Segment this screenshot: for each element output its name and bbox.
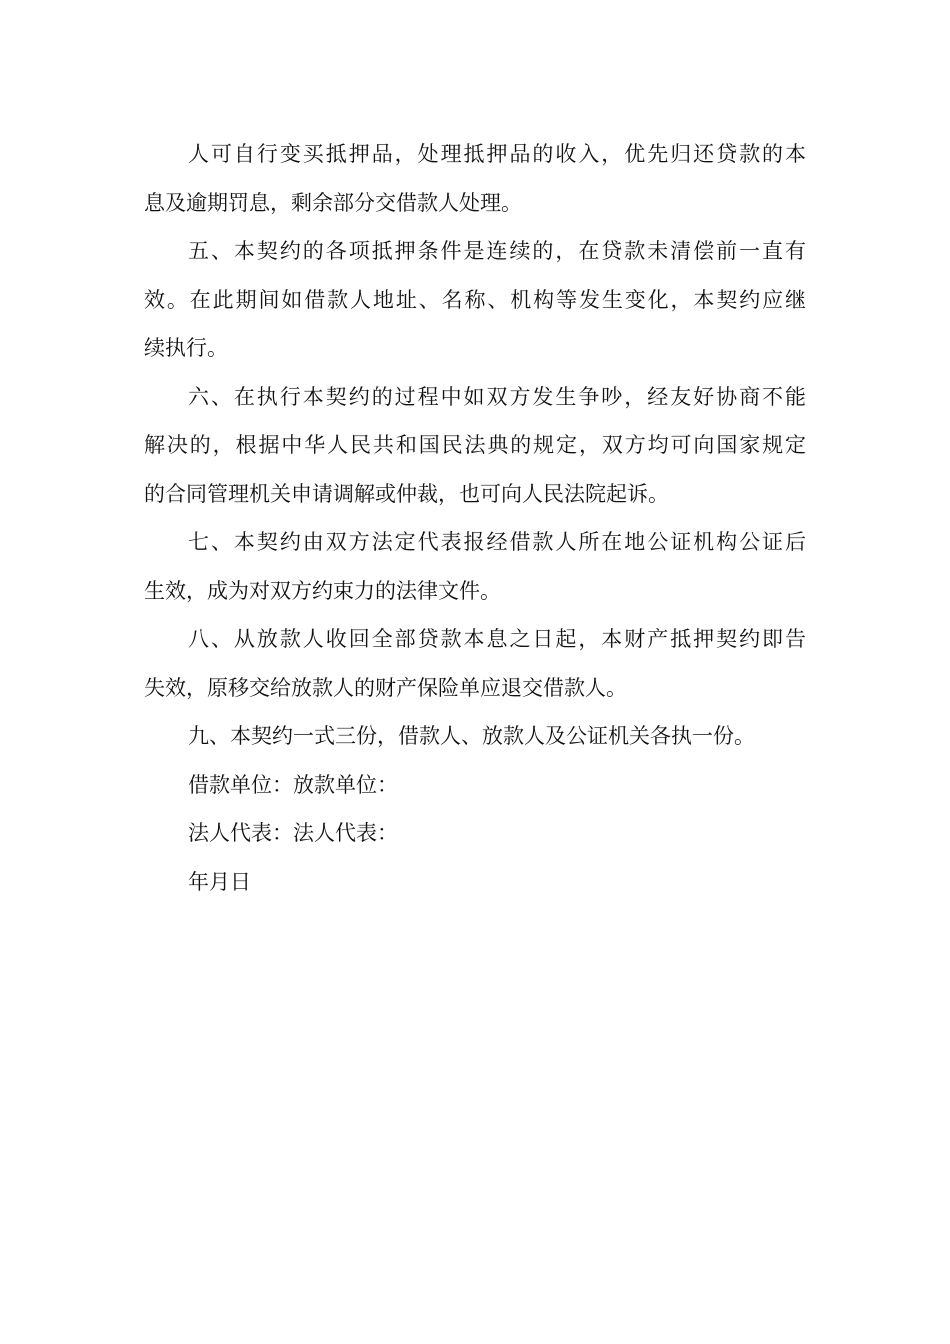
paragraph-line: 生效，成为对双方约束力的法律文件。 <box>144 578 501 603</box>
signature-date: 年月日 <box>188 869 251 894</box>
paragraph-line: 九、本契约一式三份，借款人、放款人及公证机关各执一份。 <box>188 724 755 748</box>
clause-five <box>144 227 806 373</box>
paragraph-line: 八、从放款人收回全部贷款本息之日起，本财产抵押契约即告 <box>188 627 806 651</box>
paragraph-line: 六、在执行本契约的过程中如双方发生争吵，经友好协商不能 <box>188 384 806 409</box>
document-body <box>144 130 806 906</box>
paragraph-line: 失效，原移交给放款人的财产保险单应退交借款人。 <box>144 675 627 700</box>
clause-eight <box>144 615 806 712</box>
paragraph-line: 的合同管理机关申请调解或仲裁，也可向人民法院起诉。 <box>144 481 669 506</box>
paragraph-line: 七、本契约由双方法定代表报经借款人所在地公证机构公证后 <box>188 530 806 554</box>
paragraph-line: 效。在此期间如借款人地址、名称、机构等发生变化，本契约应继 <box>144 287 806 312</box>
paragraph-line: 续执行。 <box>144 336 228 360</box>
clause-seven <box>144 518 806 615</box>
paragraph-line: 息及逾期罚息，剩余部分交借款人处理。 <box>144 190 522 215</box>
signature-representatives: 法人代表：法人代表： <box>188 821 398 845</box>
paragraph-line: 解决的，根据中华人民共和国民法典的规定，双方均可向国家规定 <box>144 433 806 457</box>
clause-six <box>144 373 806 519</box>
clause-nine <box>144 712 806 761</box>
paragraph-continuation <box>144 130 806 227</box>
signature-units: 借款单位：放款单位： <box>188 772 398 797</box>
paragraph-line: 人可自行变买抵押品，处理抵押品的收入，优先归还贷款的本 <box>188 142 806 166</box>
paragraph-line: 五、本契约的各项抵押条件是连续的，在贷款未清偿前一直有 <box>188 239 806 263</box>
